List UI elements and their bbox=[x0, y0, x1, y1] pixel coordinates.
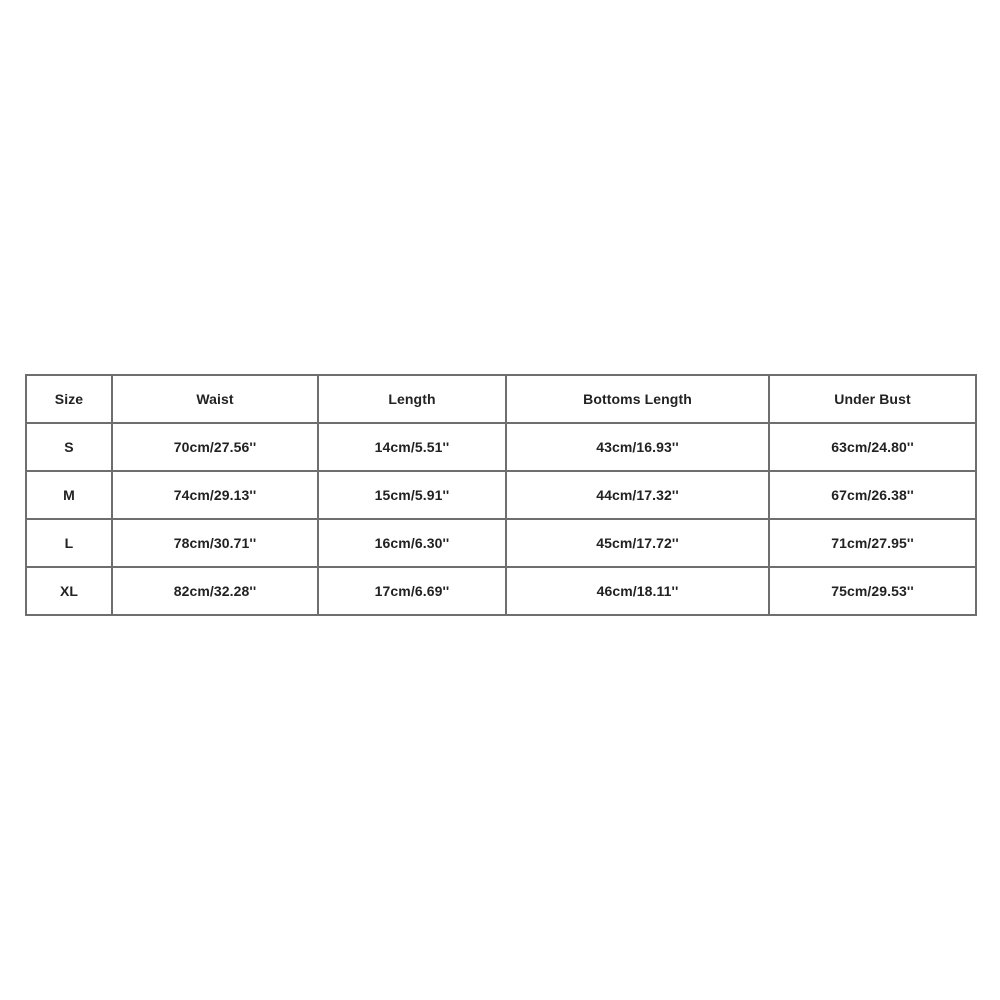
header-waist: Waist bbox=[112, 375, 318, 423]
cell-size: L bbox=[26, 519, 112, 567]
table-row bbox=[26, 423, 976, 471]
cell-under-bust: 63cm/24.80'' bbox=[769, 423, 976, 471]
cell-under-bust: 67cm/26.38'' bbox=[769, 471, 976, 519]
cell-size: XL bbox=[26, 567, 112, 615]
cell-length: 15cm/5.91'' bbox=[318, 471, 506, 519]
cell-length: 16cm/6.30'' bbox=[318, 519, 506, 567]
cell-bottoms-length: 44cm/17.32'' bbox=[506, 471, 769, 519]
size-chart-table bbox=[25, 374, 977, 616]
header-size: Size bbox=[26, 375, 112, 423]
header-length: Length bbox=[318, 375, 506, 423]
cell-length: 17cm/6.69'' bbox=[318, 567, 506, 615]
cell-bottoms-length: 46cm/18.11'' bbox=[506, 567, 769, 615]
header-bottoms-length: Bottoms Length bbox=[506, 375, 769, 423]
table-row bbox=[26, 471, 976, 519]
cell-under-bust: 71cm/27.95'' bbox=[769, 519, 976, 567]
cell-waist: 78cm/30.71'' bbox=[112, 519, 318, 567]
table-row bbox=[26, 519, 976, 567]
header-under-bust: Under Bust bbox=[769, 375, 976, 423]
cell-size: M bbox=[26, 471, 112, 519]
cell-waist: 70cm/27.56'' bbox=[112, 423, 318, 471]
cell-bottoms-length: 43cm/16.93'' bbox=[506, 423, 769, 471]
cell-under-bust: 75cm/29.53'' bbox=[769, 567, 976, 615]
cell-size: S bbox=[26, 423, 112, 471]
cell-length: 14cm/5.51'' bbox=[318, 423, 506, 471]
cell-waist: 82cm/32.28'' bbox=[112, 567, 318, 615]
cell-waist: 74cm/29.13'' bbox=[112, 471, 318, 519]
table-row bbox=[26, 567, 976, 615]
table-header-row bbox=[26, 375, 976, 423]
cell-bottoms-length: 45cm/17.72'' bbox=[506, 519, 769, 567]
